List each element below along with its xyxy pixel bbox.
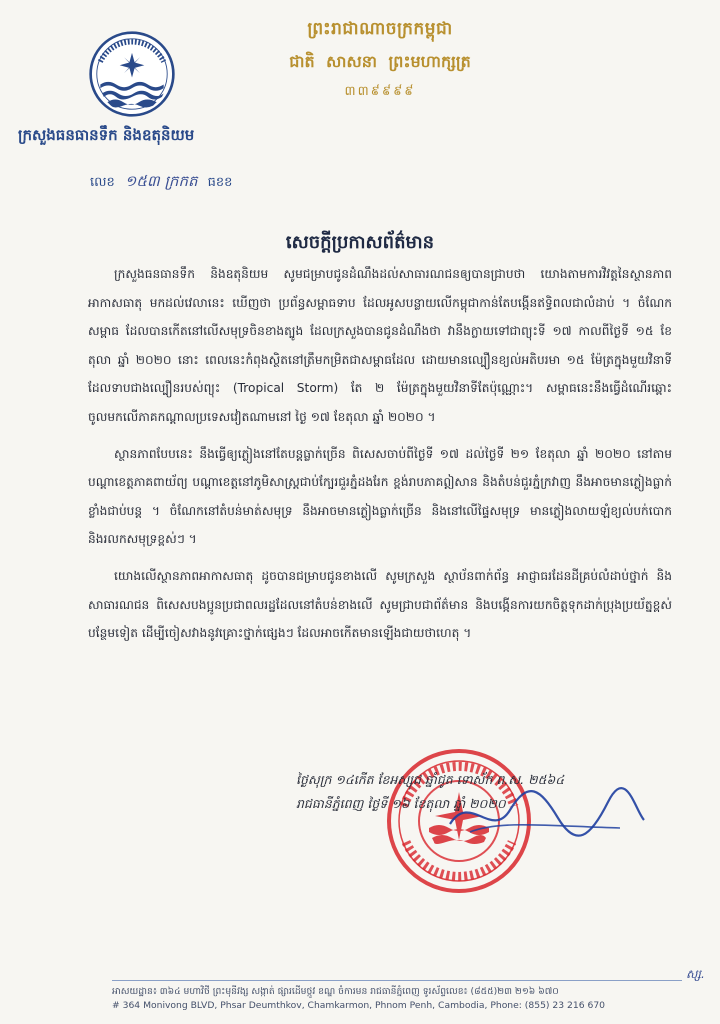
national-motto: ជាតិ សាសនា ព្រះមហាក្សត្រ: [289, 52, 471, 71]
footer-divider: [112, 980, 682, 981]
paragraph: ក្រសួងធនធានទឹក និងឧតុនិយម សូមជម្រាបជូនដំណឹងដល់សាធារណជនឲ្យបានជ្រាបថា យោងតាមការវិវត្តនៃស្ថានភាពអាកាសធាតុ មកដល់វេលានេះ ឃើញថា ប្រព័ន្ធសម្ពាធទាប ដែលអូសបន្លាយលើកម្ពុជាកាន់តែបង្កើនឥទ្ធិពលជាលំដាប់ ។ ចំណែកសម្ពាធ ដែលបានកើតនៅលើសមុទ្រចិនខាងត្បូង ដែលក្រសួងបានជូនដំណឹងថា វានឹងក្លាយទៅជាព្យុះទី ១៧ កាលពីថ្ងៃទី ១៥ ខែតុលា ឆ្នាំ ២០២០ នោះ ពេលនេះកំពុងស្ថិតនៅត្រឹមកម្រិតជាសម្ពាធដែល ដោយមានល្បឿនខ្យល់អតិបរមា ១៥ ម៉ែត្រក្នុងមួយវិនាទី ដែលទាបជាងល្បឿនរបស់ព្យុះ (Tropical Storm) តែ ២ ម៉ែត្រក្នុងមួយវិនាទីតែប៉ុណ្ណោះ។ សម្ពាធនេះនឹងធ្វើដំណើរឆ្ពោះចូលមកលើភាគកណ្ដាលប្រទេសវៀតណាមនៅ ថ្ងៃ ១៧ ខែតុលា ឆ្នាំ ២០២០ ។: [88, 267, 672, 424]
announcement-body: [88, 260, 672, 656]
solar-date: រាជធានីភ្នំពេញ ថ្ងៃទី ១៦ ខែតុលា ឆ្នាំ ២០២០: [296, 796, 506, 811]
lunar-date: ថ្ងៃសុក្រ ១៤កើត ខែអស្សុជ ឆ្នាំជូត ទោស័ក ព.ស. ២៥៦៤: [296, 772, 565, 787]
footer-address-english: # 364 Monivong BLVD, Phsar Deumthkov, Chamkarmon, Phnom Penh, Cambodia, Phone: (855) 23 216 670: [112, 1000, 606, 1011]
reference-prefix: លេខ: [90, 175, 115, 190]
ministry-logo-icon: [88, 30, 176, 118]
header-ornament: ៣៣៩៩៩៩: [344, 84, 416, 99]
paragraph: ស្ថានភាពបែបនេះ នឹងធ្វើឲ្យភ្លៀងនៅតែបន្តធ្លាក់ច្រើន ពិសេសចាប់ពីថ្ងៃទី ១៧ ដល់ថ្ងៃទី ២១ ខែតុលា ឆ្នាំ ២០២០ នៅតាមបណ្ដាខេត្តភាគពាយ័ព្យ បណ្ដាខេត្តនៅភូមិសាស្ត្រជាប់ក្បែរជួរភ្នំដងរែក ខ្ពង់រាបភាគឦសាន និងតំបន់ជួរភ្នំក្រវាញ នឹងអាចមានភ្លៀងធ្លាក់ខ្លាំងជាប់បន្ត ។ ចំណែកនៅតំបន់មាត់សមុទ្រ នឹងអាចមានភ្លៀងធ្លាក់ច្រើន និងនៅលើផ្ទៃសមុទ្រ មានភ្លៀងលាយឡំខ្យល់បក់បោក និងរលកសមុទ្រខ្ពស់ៗ ។: [88, 446, 672, 547]
reference-value: ១៥៣ ក្រកត: [124, 172, 198, 190]
footer-address-khmer: អាសយដ្ឋាន៖ ៣៦៤ មហាវិថី ព្រះមុនីវង្ស សង្កាត់ ផ្សារដើមថ្កូវ ខណ្ឌ ចំការមន រាជធានីភ្នំពេញ ទូរស័ព្ទលេខ៖ (៨៥៥)២៣ ២១៦ ៦៧០: [112, 986, 559, 997]
kingdom-line: ព្រះរាជាណាចក្រកម្ពុជា: [307, 19, 453, 39]
ministry-name: ក្រសួងធនធានទឹក និងឧតុនិយម: [18, 126, 195, 144]
footer: [112, 985, 692, 1013]
reference-suffix: ធខខ: [207, 175, 233, 190]
document-title: សេចក្ដីប្រកាសព័ត៌មាន: [285, 232, 435, 253]
paragraph: យោងលើស្ថានភាពអាកាសធាតុ ដូចបានជម្រាបជូនខាងលើ សូមក្រសួង ស្ថាប័នពាក់ព័ន្ធ អាជ្ញាធរដែនដីគ្រប់លំដាប់ថ្នាក់ និងសាធារណជន ពិសេសបងប្អូនប្រជាពលរដ្ឋដែលនៅតំបន់ខាងលើ សូមជ្រាបជាព័ត៌មាន និងបង្កើនការយកចិត្តទុកដាក់ប្រុងប្រយ័ត្នខ្ពស់បន្ថែមទៀត ដើម្បីចៀសវាងនូវគ្រោះថ្នាក់ផ្សេងៗ ដែលអាចកើតមានឡើងជាយថាហេតុ ។: [88, 568, 672, 641]
kingdom-header: [250, 18, 510, 102]
reference-number: [90, 172, 232, 194]
document-dates: [296, 768, 676, 816]
page-mark: ស្ស.: [686, 967, 705, 981]
